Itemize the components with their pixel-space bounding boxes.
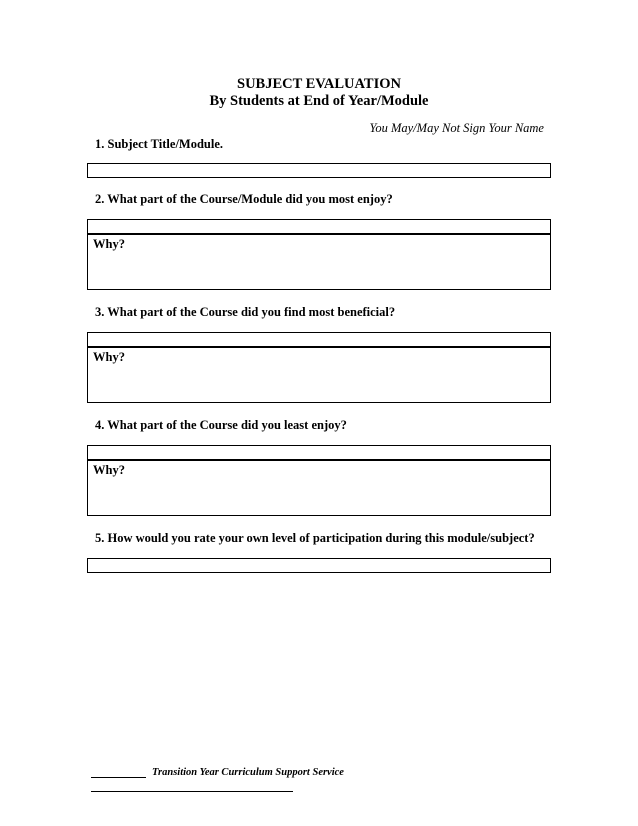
sign-name-note: You May/May Not Sign Your Name	[369, 121, 544, 135]
question-3-why-label: Why?	[93, 350, 125, 364]
question-1-answer-field[interactable]	[87, 163, 551, 178]
question-4-answer-field[interactable]	[87, 445, 551, 460]
question-4-label: 4. What part of the Course did you least enjoy?	[95, 418, 347, 432]
question-1-label: 1. Subject Title/Module.	[95, 137, 224, 151]
footer-short-line	[91, 777, 146, 778]
question-3-answer-field[interactable]	[87, 332, 551, 347]
question-2-why-label: Why?	[93, 237, 125, 251]
question-4-why-field[interactable]	[87, 460, 551, 516]
question-5-label: 5. How would you rate your own level of participation during this module/subject?	[95, 531, 535, 545]
question-3-why-field[interactable]	[87, 347, 551, 403]
question-3-label: 3. What part of the Course did you find most beneficial?	[95, 305, 396, 319]
question-4-why-label: Why?	[93, 463, 125, 477]
footer-text: Transition Year Curriculum Support Service	[152, 767, 344, 778]
form-subtitle: By Students at End of Year/Module	[209, 93, 429, 109]
footer-long-line	[91, 791, 293, 792]
question-2-label: 2. What part of the Course/Module did you most enjoy?	[95, 192, 393, 206]
question-2-answer-field[interactable]	[87, 219, 551, 234]
question-5-answer-field[interactable]	[87, 558, 551, 573]
form-title: SUBJECT EVALUATION	[237, 76, 401, 92]
question-2-why-field[interactable]	[87, 234, 551, 290]
